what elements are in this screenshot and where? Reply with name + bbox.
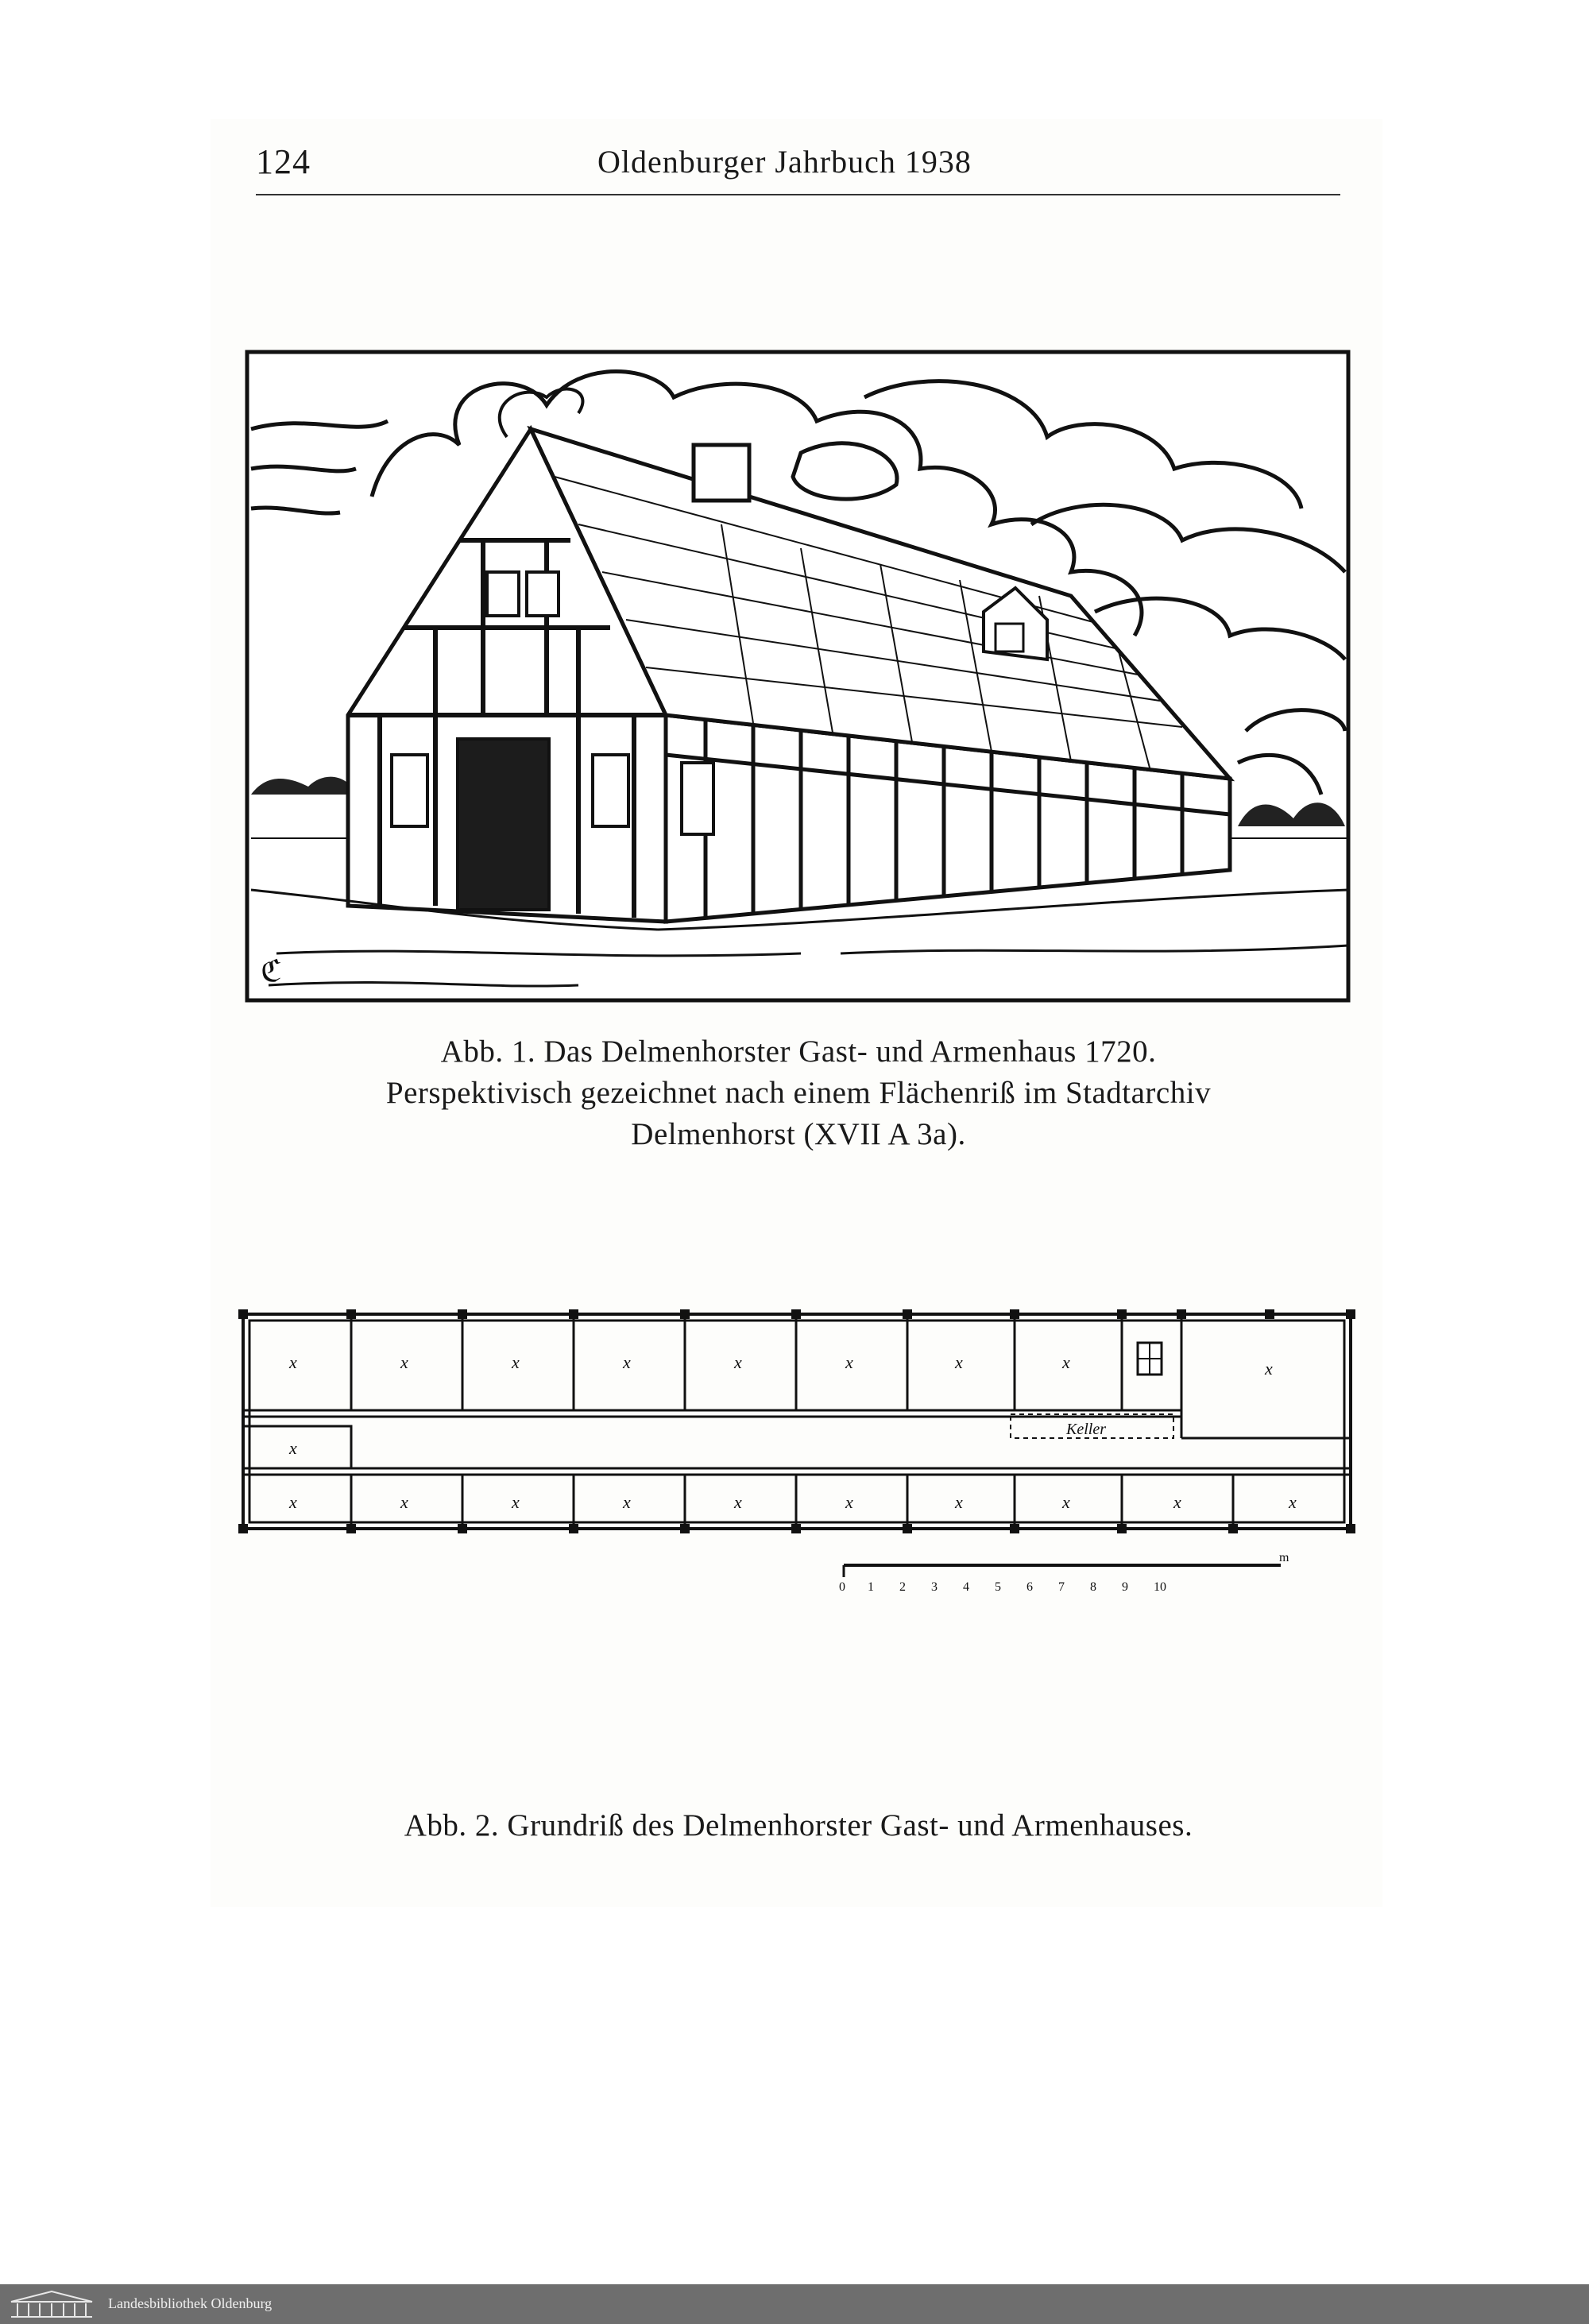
svg-text:x: x	[845, 1492, 853, 1512]
figure-2-floor-plan	[232, 1303, 1365, 1756]
scale-label-0: 0	[839, 1580, 845, 1594]
svg-text:x: x	[400, 1352, 408, 1372]
svg-text:x: x	[400, 1492, 408, 1512]
svg-text:x: x	[1265, 1359, 1273, 1379]
scale-label-8: 8	[1090, 1580, 1096, 1594]
svg-text:x: x	[1289, 1492, 1297, 1512]
svg-text:x: x	[289, 1438, 297, 1458]
svg-text:x: x	[1173, 1492, 1181, 1512]
svg-text:x: x	[623, 1492, 631, 1512]
cellar-label: Keller	[1066, 1421, 1106, 1438]
svg-text:x: x	[955, 1492, 963, 1512]
page-number: 124	[256, 142, 311, 181]
scale-label-4: 4	[963, 1580, 969, 1594]
caption-1-line-2: Perspektivisch gezeichnet nach einem Flächenriß im Stadtarchiv	[385, 1076, 1212, 1110]
svg-text:x: x	[734, 1352, 742, 1372]
svg-text:x: x	[734, 1492, 742, 1512]
artist-monogram-icon: ℭ	[261, 955, 282, 988]
room-marks	[288, 1352, 1297, 1512]
figure-1-caption	[262, 1031, 1335, 1155]
scale-label-2: 2	[899, 1580, 906, 1594]
library-name: Landesbibliothek Oldenburg	[108, 2295, 273, 2311]
scale-label-10: 10	[1154, 1580, 1166, 1594]
svg-text:x: x	[512, 1492, 520, 1512]
caption-1-line-3: Delmenhorst (XVII A 3a).	[631, 1117, 966, 1151]
svg-text:x: x	[289, 1492, 297, 1512]
scale-label-9: 9	[1122, 1580, 1128, 1594]
scale-label-7: 7	[1058, 1580, 1065, 1594]
header-rule	[256, 194, 1340, 195]
running-head: Oldenburger Jahrbuch 1938	[597, 144, 972, 180]
svg-text:x: x	[955, 1352, 963, 1372]
scale-unit: m	[1279, 1551, 1289, 1564]
svg-text:x: x	[512, 1352, 520, 1372]
library-footer	[0, 2284, 1589, 2324]
figure-1-drawing	[245, 350, 1351, 1003]
svg-text:x: x	[1062, 1492, 1070, 1512]
svg-text:x: x	[1062, 1352, 1070, 1372]
scale-label-6: 6	[1026, 1580, 1033, 1594]
poorhouse-perspective-illustration	[245, 350, 1351, 1003]
page-header	[256, 141, 1340, 197]
svg-text:x: x	[623, 1352, 631, 1372]
svg-text:x: x	[845, 1352, 853, 1372]
floor-plan-drawing	[232, 1303, 1365, 1756]
figure-2-caption: Abb. 2. Grundriß des Delmenhorster Gast- und Armenhauses.	[404, 1808, 1193, 1843]
svg-text:x: x	[289, 1352, 297, 1372]
caption-1-line-1: Abb. 1. Das Delmenhorster Gast- und Armenhaus 1720.	[440, 1034, 1157, 1069]
barn-door	[458, 739, 549, 910]
scale-label-1: 1	[868, 1580, 874, 1594]
library-building-icon	[8, 2289, 95, 2319]
scale-label-3: 3	[931, 1580, 938, 1594]
scale-bar	[839, 1551, 1289, 1594]
scale-label-5: 5	[995, 1580, 1001, 1594]
chimney	[694, 445, 749, 501]
